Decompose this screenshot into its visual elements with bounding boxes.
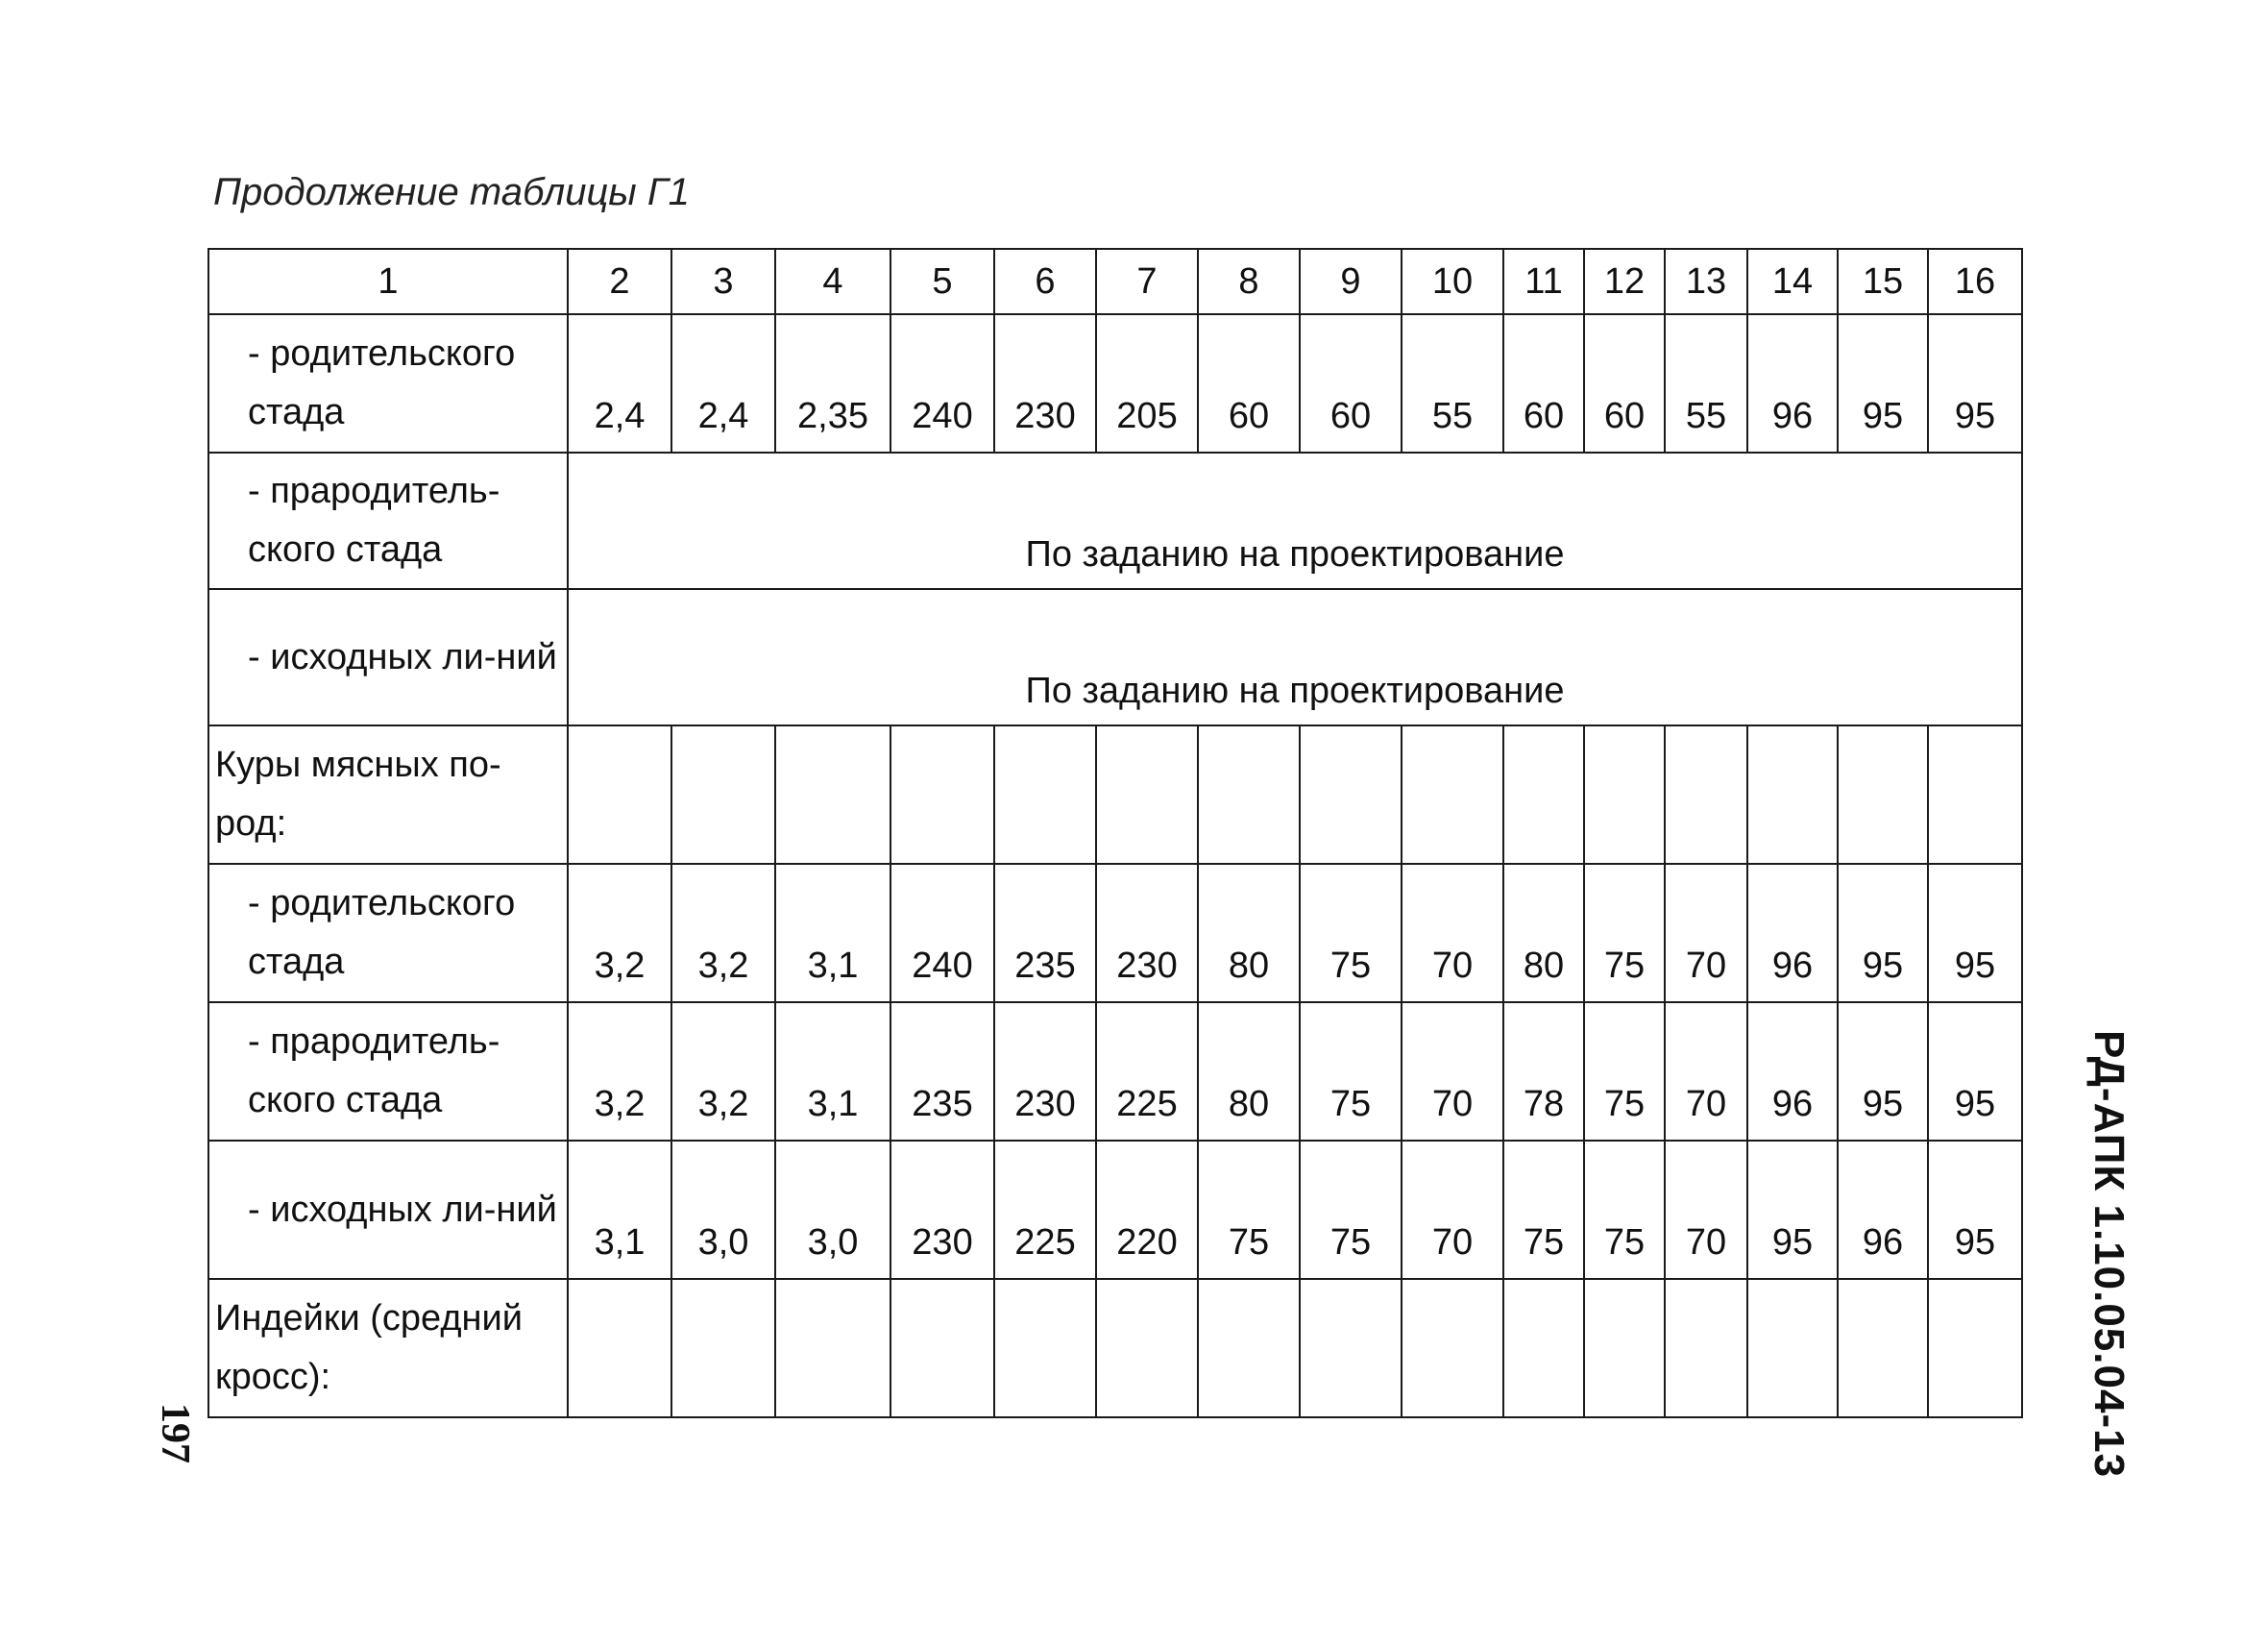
table-row xyxy=(208,864,2022,1002)
column-number: 16 xyxy=(1928,249,2022,314)
column-number: 13 xyxy=(1665,249,1747,314)
table-cell: 70 xyxy=(1402,1002,1503,1141)
table-cell xyxy=(1928,1279,2022,1417)
table-cell xyxy=(775,1279,890,1417)
table-cell: 70 xyxy=(1665,1141,1747,1279)
table-cell: 95 xyxy=(1838,864,1928,1002)
row-label: - исходных ли-ний xyxy=(208,589,568,725)
table-cell: 3,1 xyxy=(568,1141,671,1279)
merged-note: По заданию на проектирование xyxy=(568,589,2022,725)
table-cell: 80 xyxy=(1198,864,1300,1002)
table-cell: 220 xyxy=(1096,1141,1198,1279)
column-number: 7 xyxy=(1096,249,1198,314)
table-cell xyxy=(890,725,994,864)
table-cell xyxy=(1300,725,1402,864)
column-number: 1 xyxy=(208,249,568,314)
table-cell xyxy=(1300,1279,1402,1417)
table-cell: 80 xyxy=(1198,1002,1300,1141)
table-cell xyxy=(1747,725,1838,864)
table-cell: 230 xyxy=(994,314,1096,453)
table-cell xyxy=(568,1279,671,1417)
table-cell: 3,2 xyxy=(568,1002,671,1141)
data-table xyxy=(207,248,2023,1418)
group-label: Индейки (средний кросс): xyxy=(208,1279,568,1417)
table-row xyxy=(208,1141,2022,1279)
table-cell: 96 xyxy=(1747,314,1838,453)
table-cell: 75 xyxy=(1584,1002,1665,1141)
table-cell xyxy=(1402,1279,1503,1417)
table-row xyxy=(208,589,2022,725)
table-cell: 75 xyxy=(1300,864,1402,1002)
table-cell: 95 xyxy=(1928,314,2022,453)
column-number: 5 xyxy=(890,249,994,314)
table-cell xyxy=(1096,725,1198,864)
table-row xyxy=(208,314,2022,453)
table-cell: 95 xyxy=(1838,314,1928,453)
column-number: 8 xyxy=(1198,249,1300,314)
table-row xyxy=(208,453,2022,589)
table-cell: 3,2 xyxy=(671,1002,775,1141)
group-label: Куры мясных по-род: xyxy=(208,725,568,864)
table-cell: 240 xyxy=(890,864,994,1002)
table-cell: 230 xyxy=(994,1002,1096,1141)
table-cell: 96 xyxy=(1747,864,1838,1002)
table-cell xyxy=(1584,1279,1665,1417)
row-label: - родительского стада xyxy=(208,314,568,453)
table-cell xyxy=(1198,1279,1300,1417)
table-cell: 225 xyxy=(994,1141,1096,1279)
table-cell: 75 xyxy=(1300,1141,1402,1279)
table-cell xyxy=(1503,725,1584,864)
table-cell: 2,4 xyxy=(568,314,671,453)
table-cell: 70 xyxy=(1402,1141,1503,1279)
column-number: 2 xyxy=(568,249,671,314)
table-cell xyxy=(1402,725,1503,864)
table-cell: 75 xyxy=(1584,864,1665,1002)
table-cell: 75 xyxy=(1503,1141,1584,1279)
table-cell xyxy=(1838,1279,1928,1417)
table-row xyxy=(208,725,2022,864)
column-number: 3 xyxy=(671,249,775,314)
table-cell: 3,2 xyxy=(568,864,671,1002)
table-cell: 75 xyxy=(1198,1141,1300,1279)
table-cell xyxy=(1198,725,1300,864)
row-label: - прародитель-ского стада xyxy=(208,453,568,589)
row-label: - родительского стада xyxy=(208,864,568,1002)
page-number: 197 xyxy=(153,1403,197,1463)
table-cell xyxy=(1096,1279,1198,1417)
table-cell: 225 xyxy=(1096,1002,1198,1141)
table-cell xyxy=(775,725,890,864)
table-cell xyxy=(671,725,775,864)
table-cell: 95 xyxy=(1928,1141,2022,1279)
table-cell: 2,4 xyxy=(671,314,775,453)
table-cell: 70 xyxy=(1665,1002,1747,1141)
table-cell xyxy=(1584,725,1665,864)
table-cell xyxy=(1747,1279,1838,1417)
table-cell: 3,1 xyxy=(775,864,890,1002)
document-code: РД-АПК 1.10.05.04-13 xyxy=(2085,1030,2133,1479)
table-cell xyxy=(994,1279,1096,1417)
table-cell: 95 xyxy=(1928,1002,2022,1141)
table-cell: 60 xyxy=(1198,314,1300,453)
table-cell: 230 xyxy=(890,1141,994,1279)
table-cell xyxy=(1838,725,1928,864)
table-cell: 78 xyxy=(1503,1002,1584,1141)
table-cell: 95 xyxy=(1928,864,2022,1002)
table-cell xyxy=(890,1279,994,1417)
table-cell xyxy=(1665,1279,1747,1417)
table-cell: 96 xyxy=(1747,1002,1838,1141)
table-cell: 70 xyxy=(1665,864,1747,1002)
table-cell: 75 xyxy=(1300,1002,1402,1141)
table-cell xyxy=(568,725,671,864)
column-number: 6 xyxy=(994,249,1096,314)
row-label: - прародитель-ского стада xyxy=(208,1002,568,1141)
table-cell xyxy=(1665,725,1747,864)
table-cell: 240 xyxy=(890,314,994,453)
table-cell: 3,0 xyxy=(671,1141,775,1279)
column-number: 11 xyxy=(1503,249,1584,314)
row-label: - исходных ли-ний xyxy=(208,1141,568,1279)
table-cell: 3,0 xyxy=(775,1141,890,1279)
table-cell: 96 xyxy=(1838,1141,1928,1279)
column-number: 12 xyxy=(1584,249,1665,314)
table-cell: 60 xyxy=(1584,314,1665,453)
table-cell: 235 xyxy=(994,864,1096,1002)
table-cell xyxy=(1928,725,2022,864)
table-cell: 80 xyxy=(1503,864,1584,1002)
table-cell xyxy=(994,725,1096,864)
table-cell: 3,1 xyxy=(775,1002,890,1141)
column-number: 15 xyxy=(1838,249,1928,314)
table-cell: 75 xyxy=(1584,1141,1665,1279)
table-cell: 55 xyxy=(1402,314,1503,453)
table-cell: 95 xyxy=(1747,1141,1838,1279)
column-number: 9 xyxy=(1300,249,1402,314)
table-cell: 3,2 xyxy=(671,864,775,1002)
table-cell: 2,35 xyxy=(775,314,890,453)
table-cell: 70 xyxy=(1402,864,1503,1002)
table-row xyxy=(208,1279,2022,1417)
table-cell xyxy=(671,1279,775,1417)
column-number: 10 xyxy=(1402,249,1503,314)
table-cell: 60 xyxy=(1300,314,1402,453)
table-cell: 230 xyxy=(1096,864,1198,1002)
table-row xyxy=(208,1002,2022,1141)
column-number: 4 xyxy=(775,249,890,314)
table-caption: Продолжение таблицы Г1 xyxy=(213,171,690,213)
table-cell: 235 xyxy=(890,1002,994,1141)
merged-note: По заданию на проектирование xyxy=(568,453,2022,589)
table-cell: 55 xyxy=(1665,314,1747,453)
column-number: 14 xyxy=(1747,249,1838,314)
table-cell: 95 xyxy=(1838,1002,1928,1141)
table-cell xyxy=(1503,1279,1584,1417)
header-row xyxy=(208,249,2022,314)
table-cell: 60 xyxy=(1503,314,1584,453)
table-cell: 205 xyxy=(1096,314,1198,453)
